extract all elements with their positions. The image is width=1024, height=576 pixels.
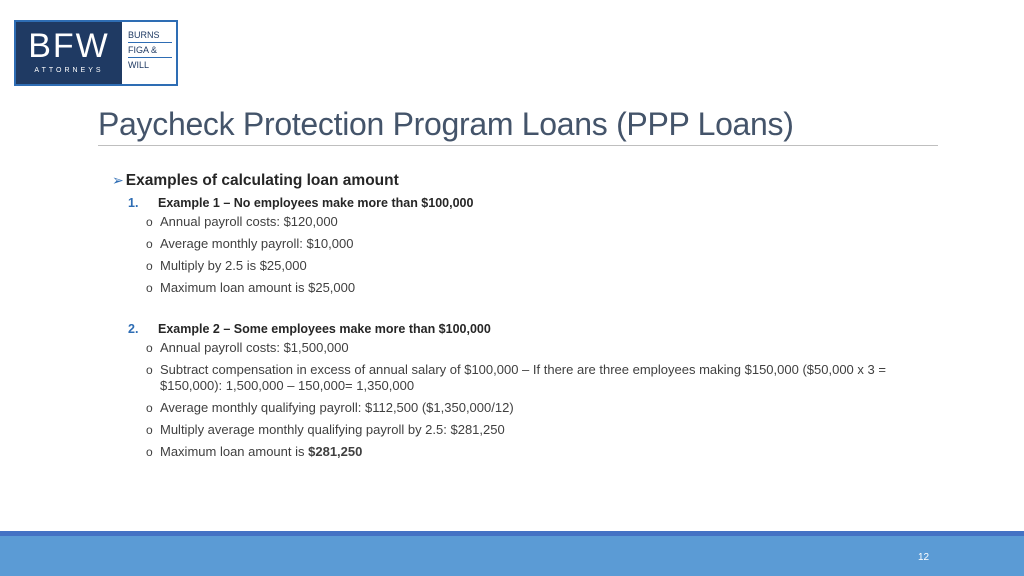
list-item-text: Annual payroll costs: $1,500,000 bbox=[160, 340, 349, 355]
circle-bullet-icon: o bbox=[146, 259, 153, 273]
circle-bullet-icon: o bbox=[146, 363, 153, 377]
logo-name-2: FIGA & bbox=[128, 43, 172, 58]
list-item bbox=[146, 236, 932, 252]
list-item bbox=[146, 258, 932, 274]
list-item-text: Multiply average monthly qualifying payroll by 2.5: $281,250 bbox=[160, 422, 505, 437]
spacer bbox=[112, 302, 932, 322]
logo-name-3: WILL bbox=[128, 60, 150, 70]
circle-bullet-icon: o bbox=[146, 215, 153, 229]
example-2-label: Example 2 – Some employees make more than $100,000 bbox=[158, 322, 491, 336]
list-item-text: Multiply by 2.5 is $25,000 bbox=[160, 258, 307, 273]
circle-bullet-icon: o bbox=[146, 445, 153, 459]
circle-bullet-icon: o bbox=[146, 401, 153, 415]
slide-title: Paycheck Protection Program Loans (PPP Loans) bbox=[98, 106, 794, 142]
arrow-bullet-icon: ➢ bbox=[112, 172, 124, 188]
firm-logo bbox=[14, 20, 178, 86]
section-heading-text: Examples of calculating loan amount bbox=[125, 172, 399, 189]
list-item bbox=[146, 362, 932, 394]
logo-name-1: BURNS bbox=[128, 28, 172, 43]
list-item bbox=[146, 400, 932, 416]
circle-bullet-icon: o bbox=[146, 423, 153, 437]
list-item-text: Average monthly payroll: $10,000 bbox=[160, 236, 354, 251]
example-2-number: 2. bbox=[128, 322, 139, 336]
list-item-text: Maximum loan amount is $25,000 bbox=[160, 280, 356, 295]
logo-mark-block bbox=[16, 22, 122, 84]
list-item bbox=[146, 422, 932, 438]
slide-content bbox=[112, 172, 932, 466]
example-2-heading bbox=[128, 322, 932, 336]
title-divider bbox=[98, 145, 938, 146]
section-heading bbox=[112, 172, 932, 190]
list-item bbox=[146, 280, 932, 296]
list-item bbox=[146, 444, 932, 460]
example-1-heading bbox=[128, 196, 932, 210]
footer-bar bbox=[0, 536, 1024, 576]
list-item-text: Maximum loan amount is bbox=[160, 444, 309, 459]
logo-names bbox=[128, 28, 172, 72]
list-item bbox=[146, 340, 932, 356]
example-1-number: 1. bbox=[128, 196, 139, 210]
list-item-text: Annual payroll costs: $120,000 bbox=[160, 214, 338, 229]
circle-bullet-icon: o bbox=[146, 281, 153, 295]
logo-subtitle: ATTORNEYS bbox=[34, 67, 104, 74]
page-number: 12 bbox=[918, 552, 930, 563]
list-item-text: Average monthly qualifying payroll: $112,500 ($1,350,000/12) bbox=[160, 400, 514, 415]
circle-bullet-icon: o bbox=[146, 237, 153, 251]
example-1-label: Example 1 – No employees make more than $100,000 bbox=[158, 196, 474, 210]
list-item-text: Subtract compensation in excess of annual salary of $100,000 – If there are three employees making $150,000 ($50,000 x 3 = $150,000): 1,500,000 – 150,000= 1,350,000 bbox=[160, 362, 886, 393]
circle-bullet-icon: o bbox=[146, 341, 153, 355]
logo-mark: BFW bbox=[28, 27, 110, 65]
list-item bbox=[146, 214, 932, 230]
max-loan-value: $281,250 bbox=[308, 444, 363, 459]
